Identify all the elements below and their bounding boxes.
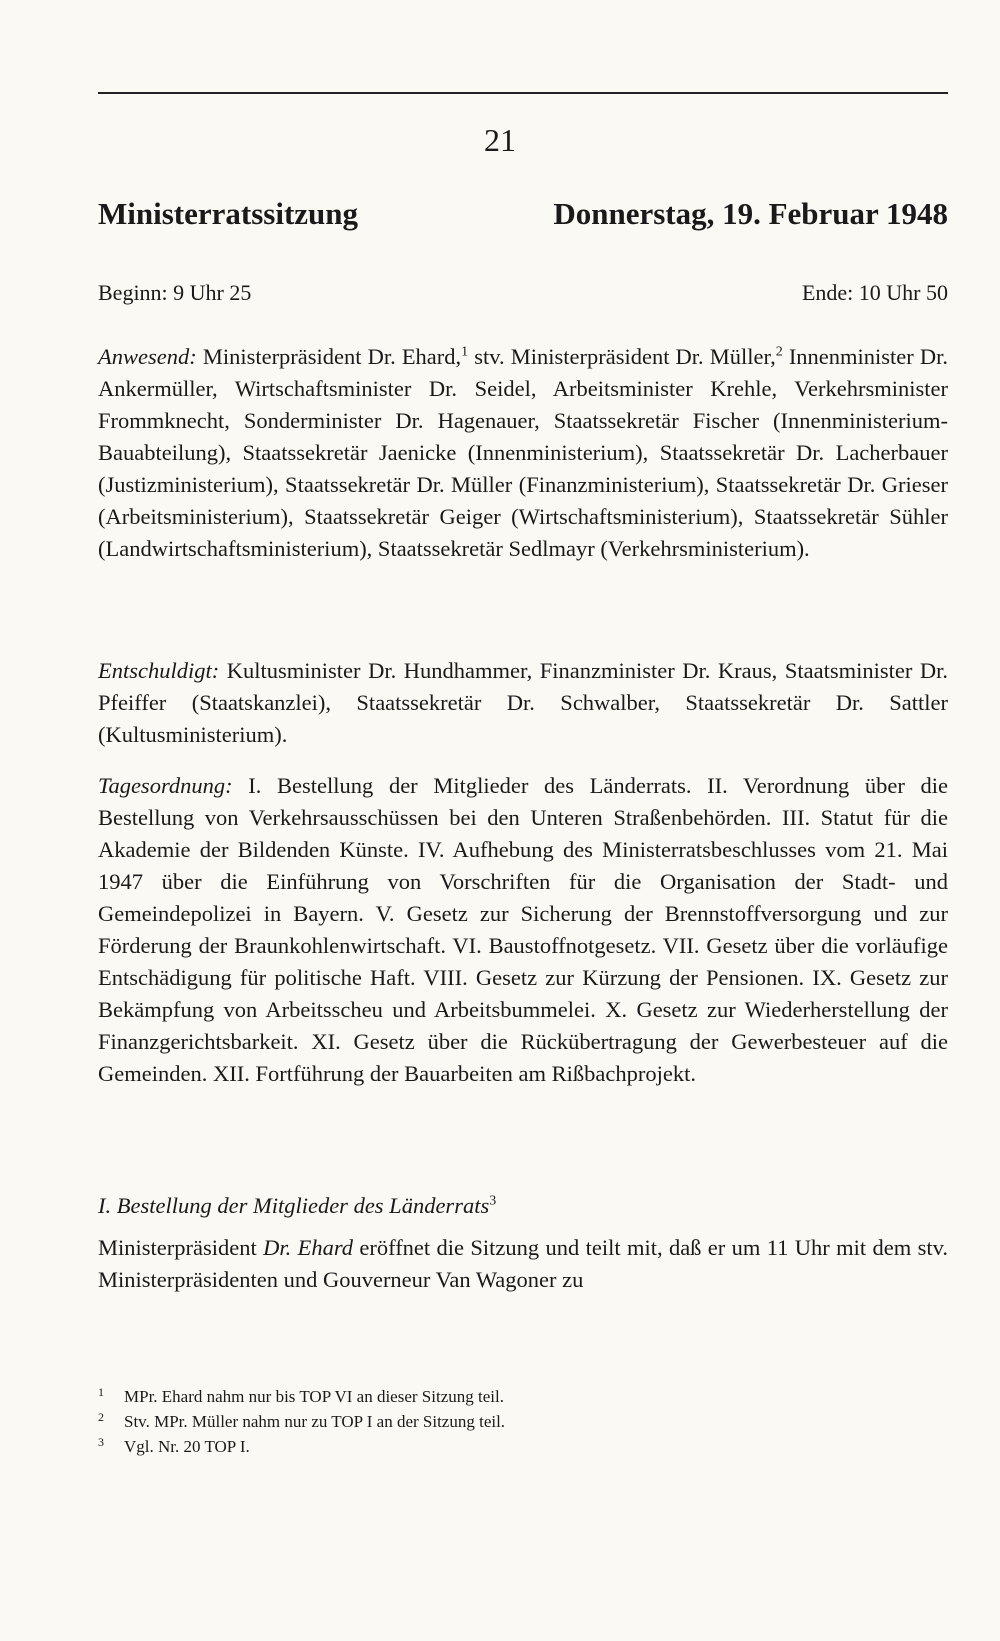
meeting-date: Donnerstag, 19. Februar 1948 — [553, 196, 948, 231]
footnote-number: 2 — [98, 1410, 104, 1424]
footnote-text: Stv. MPr. Müller nahm nur zu TOP I an der Sitzung teil. — [124, 1412, 506, 1431]
begin-time: Beginn: 9 Uhr 25 — [98, 280, 252, 305]
section-body-text-1: Ministerpräsident — [98, 1235, 264, 1260]
agenda-label: Tagesordnung: — [98, 773, 233, 798]
agenda-text: I. Bestellung der Mitglieder des Länderrats. II. Verordnung über die Bestellung von Verkehrsausschüssen bei den Unteren Straßenbehörden. III. Statut für die Akademie der Bildenden Künste. IV. Aufhebung des Ministerratsbeschlusses vom 21. Mai 1947 über die Einführung von Vorschriften für die Organisation der Stadt- und Gemeindepolizei in Bayern. V. Gesetz zur Sicherung der Brennstoffversorgung und zur Förderung der Braunkohlenwirtschaft. VI. Baustoffnotgesetz. VII. Gesetz über die vorläufige Entschädigung für politische Haft. VIII. Gesetz zur Kürzung der Pensionen. IX. Gesetz zur Bekämpfung von Arbeitsscheu und Arbeitsbummelei. X. Gesetz zur Wiederherstellung der Finanzgerichtsbarkeit. XI. Gesetz über die Rückübertragung der Gewerbesteuer auf die Gemeinden. XII. Fortführung der Bauarbeiten am Rißbachprojekt. — [98, 773, 948, 1086]
end-time: Ende: 10 Uhr 50 — [801, 280, 948, 305]
footnote-text: Vgl. Nr. 20 TOP I. — [124, 1437, 250, 1456]
footnote-text: MPr. Ehard nahm nur bis TOP VI an dieser Sitzung teil. — [124, 1387, 504, 1406]
header-rule — [98, 92, 948, 94]
footnote-number: 3 — [98, 1435, 104, 1449]
section-body-text-2: eröffnet die Sitzung und teilt mit, daß er um 11 Uhr mit dem stv. Ministerpräsidenten und Gouverneur Van Wagoner zu — [98, 1235, 948, 1292]
document-number: 21 — [484, 122, 516, 158]
attendees-text-1: Ministerpräsident Dr. Ehard, — [196, 344, 462, 369]
footnote-ref-1: 1 — [461, 344, 469, 360]
section-heading-text: I. Bestellung der Mitglieder des Länderrats — [98, 1193, 490, 1218]
footnote — [98, 1434, 948, 1459]
attendees-text-2: stv. Ministerpräsident Dr. Müller, — [468, 344, 776, 369]
agenda-paragraph — [98, 770, 948, 1090]
attendees-label: Anwesend: — [98, 344, 197, 369]
attendees-paragraph — [98, 341, 948, 565]
footnote-ref-3: 3 — [489, 1193, 497, 1209]
section-heading — [98, 1193, 948, 1219]
excused-label: Entschuldigt: — [98, 658, 220, 683]
speaker-name: Dr. Ehard — [263, 1235, 354, 1260]
footnote — [98, 1384, 948, 1409]
footnote-ref-2: 2 — [775, 344, 783, 360]
meeting-title: Ministerratssitzung — [98, 196, 359, 231]
excused-text: Kultusminister Dr. Hundhammer, Finanzminister Dr. Kraus, Staatsminister Dr. Pfeiffer (Staatskanzlei), Staatssekretär Dr. Schwalber, Staatssekretär Dr. Sattler (Kultusministerium). — [98, 658, 948, 747]
attendees-text-3: Innenminister Dr. Ankermüller, Wirtschaftsminister Dr. Seidel, Arbeitsminister Krehle, Verkehrsminister Frommknecht, Sonderminister Dr. Hagenauer, Staatssekretär Fischer (Innenministerium-Bauabteilung), Staatssekretär Jaenicke (Innenministerium), Staatssekretär Dr. Lacherbauer (Justizministerium), Staatssekretär Dr. Müller (Finanzministerium), Staatssekretär Dr. Grieser (Arbeitsministerium), Staatssekretär Geiger (Wirtschaftsministerium), Staatssekretär Sühler (Landwirtschaftsministerium), Staatssekretär Sedlmayr (Verkehrsministerium). — [98, 344, 948, 561]
excused-paragraph — [98, 655, 948, 751]
footnote — [98, 1409, 948, 1434]
footnotes — [98, 1384, 948, 1459]
footnote-number: 1 — [98, 1385, 104, 1399]
section-body — [98, 1232, 948, 1296]
